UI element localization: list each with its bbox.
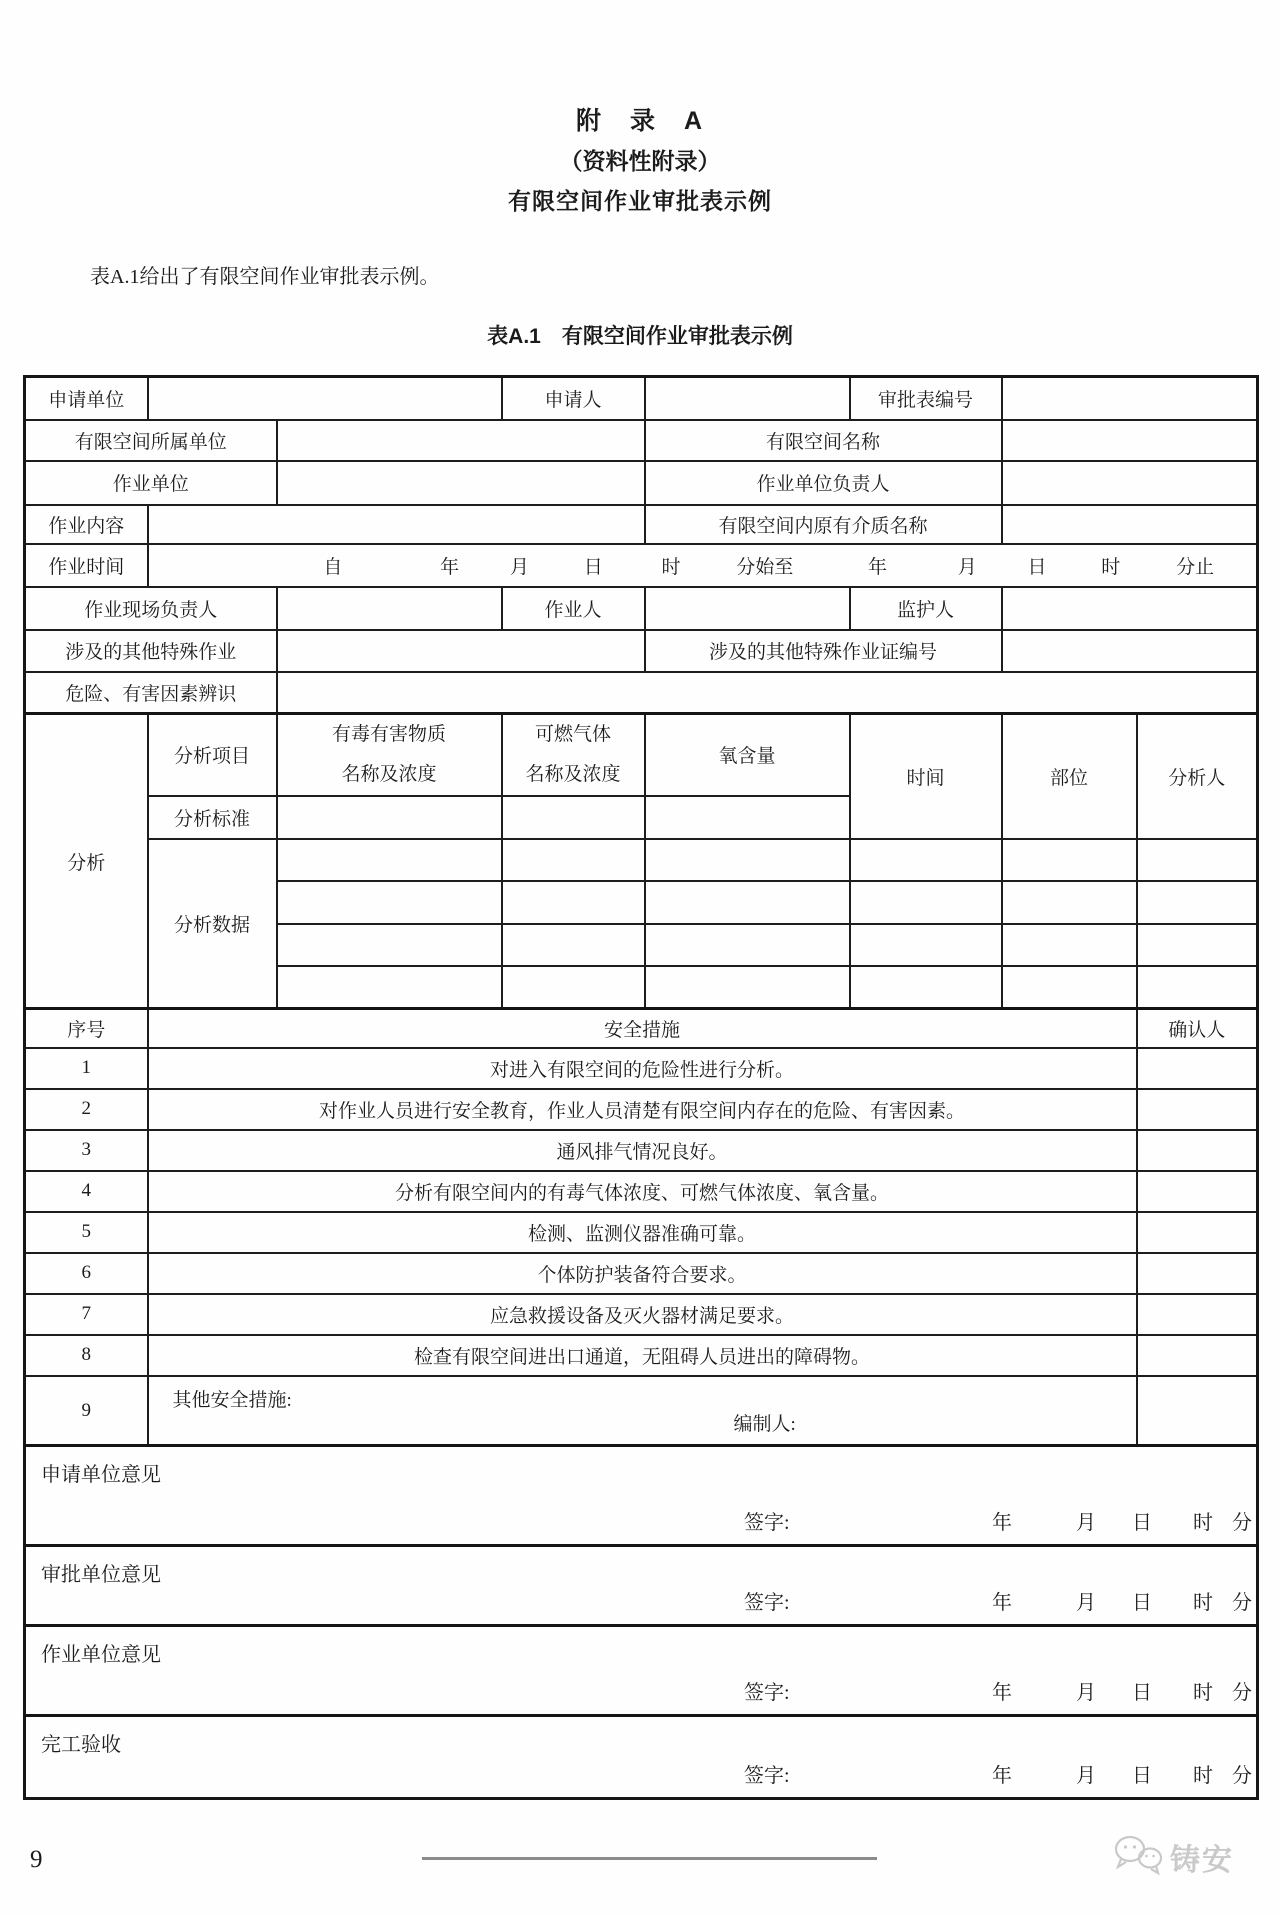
original-medium-label: 有限空间内原有介质名称 [645, 505, 1002, 544]
row-work-content [25, 505, 1258, 544]
signature-label: 签字: [744, 1681, 790, 1704]
row-site-head [25, 587, 1258, 630]
analysis-grid-cell [1002, 839, 1137, 881]
space-name-field [1002, 420, 1258, 461]
safety-row-9 [25, 1376, 1258, 1446]
opinion-label: 申请单位意见 [41, 1463, 161, 1486]
approval-no-label: 审批表编号 [850, 377, 1002, 420]
time-part: 分始至 [736, 556, 794, 578]
analysis-grid-cell [502, 881, 645, 924]
row-work-unit [25, 461, 1258, 505]
analysis-grid-cell [1137, 924, 1258, 966]
analysis-grid-cell [277, 966, 502, 1009]
safety-confirm-cell [1137, 1253, 1258, 1294]
opinion-approver-cell [25, 1546, 1258, 1626]
safety-text: 对作业人员进行安全教育，作业人员清楚有限空间内存在的危险、有害因素。 [148, 1089, 1137, 1130]
safety-no: 3 [25, 1130, 148, 1171]
work-time-label: 作业时间 [25, 544, 148, 587]
compiler-label: 编制人: [733, 1413, 796, 1435]
safety-confirm-cell [1137, 1335, 1258, 1376]
safety-no: 7 [25, 1294, 148, 1335]
analysis-label: 分析 [25, 714, 148, 1009]
zhuan-watermark [1112, 1833, 1234, 1880]
date-unit-year: 年 [992, 1681, 1012, 1704]
applicant-unit-field [148, 377, 502, 420]
toxic-line2: 名称及浓度 [341, 763, 437, 785]
other-measures-label: 其他安全措施: [172, 1389, 292, 1411]
safety-row-2 [25, 1089, 1258, 1130]
analysis-data-label: 分析数据 [148, 839, 277, 1009]
row-completion-acceptance [25, 1716, 1258, 1799]
row-analysis-header [25, 714, 1258, 796]
analysis-grid-cell [502, 924, 645, 966]
guardian-label: 监护人 [850, 587, 1002, 630]
work-unit-field [277, 461, 645, 505]
analysis-grid-cell [1002, 966, 1137, 1009]
safety-row-6 [25, 1253, 1258, 1294]
safety-text: 应急救援设备及灭火器材满足要求。 [148, 1294, 1137, 1335]
analysis-col-location: 部位 [1002, 714, 1137, 839]
safety-row-1 [25, 1048, 1258, 1089]
row-applicant [25, 377, 1258, 420]
row-analysis-data-1 [25, 839, 1258, 881]
worker-label: 作业人 [502, 587, 645, 630]
safety-row-3 [25, 1130, 1258, 1171]
analysis-grid-cell [277, 881, 502, 924]
date-unit-hour: 时 [1193, 1681, 1213, 1704]
analysis-grid-cell [277, 924, 502, 966]
work-time-field [148, 544, 1258, 587]
date-unit-hour: 时 [1193, 1591, 1213, 1614]
opinion-work-unit-cell [25, 1626, 1258, 1716]
opinion-label: 作业单位意见 [41, 1643, 161, 1666]
worker-field [645, 587, 850, 630]
work-unit-label: 作业单位 [25, 461, 277, 505]
date-unit-minute: 分 [1232, 1764, 1252, 1787]
safety-text: 检查有限空间进出口通道，无阻碍人员进出的障碍物。 [148, 1335, 1137, 1376]
row-opinion-work-unit [25, 1626, 1258, 1716]
analysis-grid-cell [850, 924, 1002, 966]
analysis-grid-cell [645, 881, 850, 924]
time-part: 月 [509, 556, 529, 578]
space-owner-unit-label: 有限空间所属单位 [25, 420, 277, 461]
analysis-grid-cell [1137, 839, 1258, 881]
time-part: 日 [583, 556, 603, 578]
approval-form-table [23, 375, 1259, 1800]
space-owner-unit-field [277, 420, 645, 461]
safety-text: 通风排气情况良好。 [148, 1130, 1137, 1171]
signature-label: 签字: [744, 1764, 790, 1787]
date-unit-month: 月 [1076, 1591, 1096, 1614]
date-unit-day: 日 [1132, 1511, 1152, 1534]
watermark-text: 铸安 [1170, 1843, 1234, 1877]
safety-no: 8 [25, 1335, 148, 1376]
signature-label: 签字: [744, 1511, 790, 1534]
work-content-label: 作业内容 [25, 505, 148, 544]
work-unit-head-field [1002, 461, 1258, 505]
other-measures-cell [148, 1376, 1137, 1446]
date-unit-day: 日 [1132, 1681, 1152, 1704]
opinion-applicant-cell [25, 1446, 1258, 1546]
safety-text: 对进入有限空间的危险性进行分析。 [148, 1048, 1137, 1089]
analysis-col-time: 时间 [850, 714, 1002, 839]
analysis-grid-cell [850, 839, 1002, 881]
safety-no: 1 [25, 1048, 148, 1089]
row-space-owner [25, 420, 1258, 461]
date-unit-day: 日 [1132, 1591, 1152, 1614]
special-work-label: 涉及的其他特殊作业 [25, 630, 277, 672]
date-unit-month: 月 [1076, 1511, 1096, 1534]
analysis-grid-cell [277, 796, 502, 839]
flammable-line1: 可燃气体 [534, 724, 611, 745]
date-unit-minute: 分 [1232, 1681, 1252, 1704]
safety-row-5 [25, 1212, 1258, 1253]
safety-no: 5 [25, 1212, 148, 1253]
safety-confirm-cell [1137, 1171, 1258, 1212]
date-unit-year: 年 [992, 1511, 1012, 1534]
row-opinion-approver [25, 1546, 1258, 1626]
appendix-title: 有限空间作业审批表示例 [508, 188, 772, 214]
row-work-time [25, 544, 1258, 587]
approval-no-field [1002, 377, 1258, 420]
opinion-label: 完工验收 [41, 1733, 121, 1756]
signature-label: 签字: [744, 1591, 790, 1614]
row-hazard-id [25, 672, 1258, 714]
space-name-label: 有限空间名称 [645, 420, 1002, 461]
safety-confirm-cell [1137, 1212, 1258, 1253]
analysis-grid-cell [850, 881, 1002, 924]
opinion-label: 审批单位意见 [41, 1563, 161, 1586]
time-part: 日 [1027, 556, 1047, 578]
date-unit-month: 月 [1076, 1681, 1096, 1704]
analysis-grid-cell [645, 796, 850, 839]
completion-acceptance-cell [25, 1716, 1258, 1799]
applicant-field [645, 377, 850, 420]
work-unit-head-label: 作业单位负责人 [645, 461, 1002, 505]
analysis-grid-cell [1002, 881, 1137, 924]
analysis-grid-cell [1137, 966, 1258, 1009]
analysis-grid-cell [502, 839, 645, 881]
time-part: 时 [661, 556, 681, 578]
flammable-line2: 名称及浓度 [525, 763, 621, 785]
special-work-field [277, 630, 645, 672]
original-medium-field [1002, 505, 1258, 544]
analysis-standard-label: 分析标准 [148, 796, 277, 839]
date-unit-hour: 时 [1193, 1764, 1213, 1787]
special-work-cert-label: 涉及的其他特殊作业证编号 [645, 630, 1002, 672]
site-head-field [277, 587, 502, 630]
work-content-field [148, 505, 645, 544]
applicant-unit-label: 申请单位 [25, 377, 148, 420]
safety-row-7 [25, 1294, 1258, 1335]
safety-no-header: 序号 [25, 1009, 148, 1048]
date-unit-year: 年 [992, 1764, 1012, 1787]
time-part: 自 [323, 556, 343, 578]
chat-bubbles-icon [1112, 1833, 1166, 1880]
analysis-item-label: 分析项目 [148, 714, 277, 796]
date-unit-minute: 分 [1232, 1511, 1252, 1534]
special-work-cert-field [1002, 630, 1258, 672]
hazard-id-label: 危险、有害因素辨识 [25, 672, 277, 714]
date-unit-day: 日 [1132, 1764, 1152, 1787]
date-unit-minute: 分 [1232, 1591, 1252, 1614]
safety-text: 检测、监测仪器准确可靠。 [148, 1212, 1137, 1253]
safety-no: 4 [25, 1171, 148, 1212]
row-special-work [25, 630, 1258, 672]
footer-divider [422, 1857, 877, 1860]
safety-confirm-cell [1137, 1130, 1258, 1171]
safety-no: 6 [25, 1253, 148, 1294]
time-part: 年 [440, 556, 460, 578]
time-part: 分止 [1176, 556, 1215, 578]
analysis-grid-cell [1137, 881, 1258, 924]
analysis-grid-cell [502, 966, 645, 1009]
time-part: 时 [1101, 556, 1121, 578]
intro-paragraph: 表A.1给出了有限空间作业审批表示例。 [90, 266, 440, 288]
analysis-col-oxygen: 氧含量 [645, 714, 850, 796]
safety-confirm-cell [1137, 1048, 1258, 1089]
applicant-label: 申请人 [502, 377, 645, 420]
analysis-col-toxic [277, 714, 502, 796]
analysis-grid-cell [277, 839, 502, 881]
safety-text: 个体防护装备符合要求。 [148, 1253, 1137, 1294]
safety-row-4 [25, 1171, 1258, 1212]
safety-confirm-cell [1137, 1294, 1258, 1335]
safety-confirm-header: 确认人 [1137, 1009, 1258, 1048]
time-part: 年 [868, 556, 888, 578]
safety-no: 9 [25, 1376, 148, 1446]
analysis-grid-cell [645, 839, 850, 881]
safety-measures-header: 安全措施 [148, 1009, 1137, 1048]
toxic-line1: 有毒有害物质 [331, 724, 446, 745]
date-unit-month: 月 [1076, 1764, 1096, 1787]
row-opinion-applicant [25, 1446, 1258, 1546]
analysis-grid-cell [1002, 924, 1137, 966]
row-safety-header [25, 1009, 1258, 1048]
site-head-label: 作业现场负责人 [25, 587, 277, 630]
appendix-label: 附 录 A [575, 107, 705, 135]
safety-confirm-cell [1137, 1089, 1258, 1130]
analysis-grid-cell [502, 796, 645, 839]
analysis-col-flammable [502, 714, 645, 796]
hazard-id-field [277, 672, 1258, 714]
safety-confirm-cell [1137, 1376, 1258, 1446]
safety-row-8 [25, 1335, 1258, 1376]
date-unit-year: 年 [992, 1591, 1012, 1614]
time-part: 月 [957, 556, 977, 578]
analysis-grid-cell [850, 966, 1002, 1009]
analysis-col-analyst: 分析人 [1137, 714, 1258, 839]
analysis-grid-cell [645, 924, 850, 966]
safety-no: 2 [25, 1089, 148, 1130]
page-number: 9 [30, 1846, 43, 1873]
guardian-field [1002, 587, 1258, 630]
date-unit-hour: 时 [1193, 1511, 1213, 1534]
analysis-grid-cell [645, 966, 850, 1009]
table-caption: 表A.1 有限空间作业审批表示例 [487, 325, 793, 348]
appendix-type: （资料性附录） [559, 148, 721, 174]
safety-text: 分析有限空间内的有毒气体浓度、可燃气体浓度、氧含量。 [148, 1171, 1137, 1212]
